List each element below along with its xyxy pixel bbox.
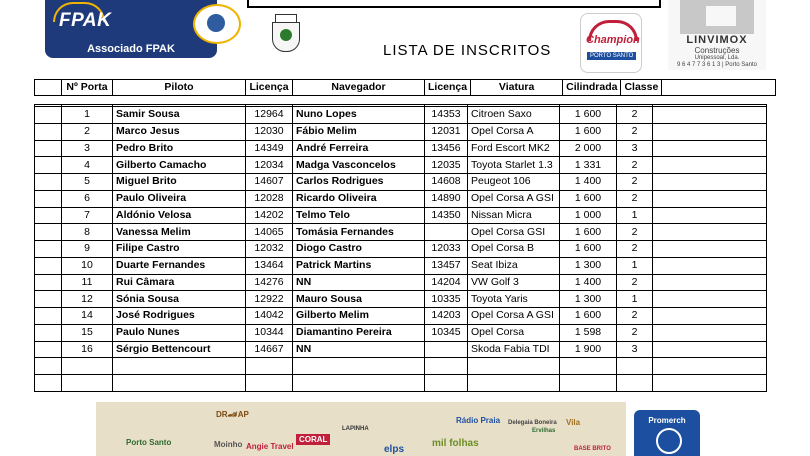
table-row xyxy=(35,190,767,207)
classe-cell: 2 xyxy=(617,123,653,140)
cilindrada-cell: 1 600 xyxy=(560,107,617,124)
fpak-logo-text: FPAK xyxy=(59,10,112,31)
extra-cell xyxy=(653,224,767,241)
piloto-cell: Miguel Brito xyxy=(113,174,246,191)
sponsor-logo: Moinho xyxy=(214,440,243,449)
sponsor-logo: DR🏎AP xyxy=(216,410,249,419)
licenca-navegador-cell: 14350 xyxy=(425,207,468,224)
fpak-logo xyxy=(45,0,217,58)
extra-cell xyxy=(653,207,767,224)
cilindrada-cell: 1 600 xyxy=(560,190,617,207)
sponsor-logo: BASE BRITO xyxy=(574,446,611,452)
viatura-cell: Toyota Starlet 1.3 xyxy=(468,157,560,174)
licenca-navegador-cell: 14353 xyxy=(425,107,468,124)
piloto-cell: Marco Jesus xyxy=(113,123,246,140)
cilindrada-cell: 1 600 xyxy=(560,123,617,140)
porta-cell: 15 xyxy=(62,324,113,341)
viatura-cell: Skoda Fabia TDI xyxy=(468,341,560,358)
navegador-cell: Diamantino Pereira xyxy=(293,324,425,341)
navegador-cell xyxy=(293,358,425,375)
piloto-cell: Rui Câmara xyxy=(113,274,246,291)
licenca-navegador-cell: 13456 xyxy=(425,140,468,157)
classe-cell: 2 xyxy=(617,241,653,258)
sponsor-logo: Angie Travel xyxy=(246,442,294,451)
row-blank xyxy=(35,190,62,207)
piloto-cell: Aldónio Velosa xyxy=(113,207,246,224)
row-blank xyxy=(35,257,62,274)
navegador-cell: Nuno Lopes xyxy=(293,107,425,124)
licenca-navegador-cell xyxy=(425,358,468,375)
classe-cell: 1 xyxy=(617,207,653,224)
row-blank xyxy=(35,358,62,375)
porta-cell: 12 xyxy=(62,291,113,308)
header-blank xyxy=(35,80,62,96)
cilindrada-cell: 1 300 xyxy=(560,257,617,274)
table-row xyxy=(35,207,767,224)
piloto-cell xyxy=(113,358,246,375)
sponsor-logo: Vila xyxy=(566,418,581,427)
header-licenca-piloto: Licença xyxy=(246,80,293,96)
licenca-navegador-cell: 14204 xyxy=(425,274,468,291)
porta-cell: 9 xyxy=(62,241,113,258)
porta-cell: 2 xyxy=(62,123,113,140)
row-blank xyxy=(35,207,62,224)
navegador-cell: NN xyxy=(293,341,425,358)
empty-row xyxy=(35,375,767,392)
extra-cell xyxy=(653,257,767,274)
table-row xyxy=(35,291,767,308)
classe-cell: 2 xyxy=(617,224,653,241)
viatura-cell: VW Golf 3 xyxy=(468,274,560,291)
viatura-cell: Opel Corsa GSI xyxy=(468,224,560,241)
viatura-cell: Seat Ibiza xyxy=(468,257,560,274)
linvimox-name: LINVIMOX xyxy=(686,34,748,46)
porta-cell: 7 xyxy=(62,207,113,224)
piloto-cell: Paulo Oliveira xyxy=(113,190,246,207)
licenca-piloto-cell: 14065 xyxy=(246,224,293,241)
cilindrada-cell: 2 000 xyxy=(560,140,617,157)
row-blank xyxy=(35,140,62,157)
navegador-cell: Patrick Martins xyxy=(293,257,425,274)
licenca-piloto-cell: 14042 xyxy=(246,308,293,325)
classe-cell: 2 xyxy=(617,324,653,341)
piloto-cell: Sérgio Bettencourt xyxy=(113,341,246,358)
licenca-piloto-cell: 12922 xyxy=(246,291,293,308)
cilindrada-cell xyxy=(560,375,617,392)
navegador-cell: Mauro Sousa xyxy=(293,291,425,308)
municipal-crest-icon xyxy=(262,14,308,58)
promerch-text: Promerch xyxy=(648,416,686,425)
header-extra xyxy=(662,80,776,96)
row-blank xyxy=(35,274,62,291)
licenca-navegador-cell xyxy=(425,375,468,392)
sponsor-logo: mil folhas xyxy=(432,438,479,449)
row-blank xyxy=(35,174,62,191)
navegador-cell: Gilberto Melim xyxy=(293,308,425,325)
porta-cell: 6 xyxy=(62,190,113,207)
navegador-cell: Telmo Telo xyxy=(293,207,425,224)
row-blank xyxy=(35,241,62,258)
sponsor-banner xyxy=(96,402,626,456)
navegador-cell: Carlos Rodrigues xyxy=(293,174,425,191)
viatura-cell: Opel Corsa A GSI xyxy=(468,308,560,325)
classe-cell xyxy=(617,375,653,392)
classe-cell: 2 xyxy=(617,308,653,325)
extra-cell xyxy=(653,241,767,258)
navegador-cell: Fábio Melim xyxy=(293,123,425,140)
extra-cell xyxy=(653,358,767,375)
piloto-cell xyxy=(113,375,246,392)
row-blank xyxy=(35,123,62,140)
row-blank xyxy=(35,291,62,308)
classe-cell: 2 xyxy=(617,107,653,124)
viatura-cell: Ford Escort MK2 xyxy=(468,140,560,157)
extra-cell xyxy=(653,190,767,207)
table-row xyxy=(35,140,767,157)
viatura-cell: Opel Corsa B xyxy=(468,241,560,258)
navegador-cell: Diogo Castro xyxy=(293,241,425,258)
piloto-cell: Vanessa Melim xyxy=(113,224,246,241)
header-licenca-navegador: Licença xyxy=(425,80,471,96)
table-row xyxy=(35,274,767,291)
classe-cell: 3 xyxy=(617,140,653,157)
piloto-cell: José Rodrigues xyxy=(113,308,246,325)
viatura-cell: Nissan Micra xyxy=(468,207,560,224)
promerch-logo xyxy=(634,410,700,456)
extra-cell xyxy=(653,140,767,157)
licenca-piloto-cell: 14349 xyxy=(246,140,293,157)
classe-cell: 1 xyxy=(617,291,653,308)
extra-cell xyxy=(653,107,767,124)
licenca-navegador-cell: 12035 xyxy=(425,157,468,174)
viatura-cell: Toyota Yaris xyxy=(468,291,560,308)
navegador-cell: Tomásia Fernandes xyxy=(293,224,425,241)
extra-cell xyxy=(653,375,767,392)
navegador-cell: André Ferreira xyxy=(293,140,425,157)
header-cilindrada: Cilindrada xyxy=(563,80,621,96)
viatura-cell xyxy=(468,375,560,392)
licenca-navegador-cell xyxy=(425,341,468,358)
licenca-piloto-cell: 12030 xyxy=(246,123,293,140)
linvimox-line1: Construções xyxy=(694,46,740,55)
classe-cell: 3 xyxy=(617,341,653,358)
linvimox-line2: Unipessoal, Lda. xyxy=(694,55,740,61)
cilindrada-cell: 1 600 xyxy=(560,241,617,258)
sponsor-logo: Delegaia Boneira xyxy=(508,420,557,426)
classe-cell: 2 xyxy=(617,157,653,174)
cilindrada-cell: 1 900 xyxy=(560,341,617,358)
porta-cell xyxy=(62,358,113,375)
licenca-navegador-cell: 10345 xyxy=(425,324,468,341)
piloto-cell: Filipe Castro xyxy=(113,241,246,258)
piloto-cell: Duarte Fernandes xyxy=(113,257,246,274)
table-row xyxy=(35,123,767,140)
header-viatura: Viatura xyxy=(471,80,563,96)
sponsor-logo: CORAL xyxy=(296,434,330,445)
licenca-piloto-cell: 14667 xyxy=(246,341,293,358)
porta-cell: 11 xyxy=(62,274,113,291)
table-header xyxy=(34,79,776,96)
classe-cell xyxy=(617,358,653,375)
table-row xyxy=(35,341,767,358)
classe-cell: 2 xyxy=(617,190,653,207)
row-blank xyxy=(35,157,62,174)
linvimox-line3: 9 6 4 7 7 3 6 1 3 | Porto Santo xyxy=(677,62,757,68)
linvimox-logo xyxy=(668,0,766,70)
table-row xyxy=(35,308,767,325)
hand-icon xyxy=(656,428,682,454)
licenca-piloto-cell: 10344 xyxy=(246,324,293,341)
cilindrada-cell xyxy=(560,358,617,375)
cilindrada-cell: 1 600 xyxy=(560,308,617,325)
fpak-caption: Associado FPAK xyxy=(87,43,175,55)
header-piloto: Piloto xyxy=(113,80,246,96)
classe-cell: 1 xyxy=(617,257,653,274)
porta-cell: 1 xyxy=(62,107,113,124)
porta-cell: 3 xyxy=(62,140,113,157)
sponsor-logo: Rádio Praia xyxy=(456,416,501,425)
row-blank xyxy=(35,308,62,325)
cilindrada-cell: 1 598 xyxy=(560,324,617,341)
viatura-cell: Citroen Saxo xyxy=(468,107,560,124)
cilindrada-cell: 1 331 xyxy=(560,157,617,174)
row-blank xyxy=(35,224,62,241)
table-row xyxy=(35,324,767,341)
cilindrada-cell: 1 000 xyxy=(560,207,617,224)
header-classe: Classe xyxy=(621,80,662,96)
cilindrada-cell: 1 400 xyxy=(560,174,617,191)
cilindrada-cell: 1 400 xyxy=(560,274,617,291)
porta-cell: 16 xyxy=(62,341,113,358)
licenca-navegador-cell: 14203 xyxy=(425,308,468,325)
licenca-piloto-cell: 14276 xyxy=(246,274,293,291)
page-title: LISTA DE INSCRITOS xyxy=(383,42,552,59)
sponsor-logo: Porto Santo xyxy=(126,438,172,447)
licenca-navegador-cell xyxy=(425,224,468,241)
row-blank xyxy=(35,375,62,392)
cilindrada-cell: 1 600 xyxy=(560,224,617,241)
extra-cell xyxy=(653,274,767,291)
viatura-cell: Opel Corsa A GSI xyxy=(468,190,560,207)
table-row xyxy=(35,174,767,191)
extra-cell xyxy=(653,123,767,140)
row-blank xyxy=(35,341,62,358)
empty-row xyxy=(35,358,767,375)
linvimox-mark-icon xyxy=(680,0,754,34)
licenca-piloto-cell: 12032 xyxy=(246,241,293,258)
header-navegador: Navegador xyxy=(293,80,425,96)
row-blank xyxy=(35,107,62,124)
viatura-cell: Opel Corsa xyxy=(468,324,560,341)
table-row xyxy=(35,107,767,124)
navegador-cell: Madga Vasconcelos xyxy=(293,157,425,174)
licenca-piloto-cell: 13464 xyxy=(246,257,293,274)
licenca-navegador-cell: 12033 xyxy=(425,241,468,258)
sponsor-logo: elps xyxy=(384,444,405,455)
piloto-cell: Gilberto Camacho xyxy=(113,157,246,174)
piloto-cell: Samir Sousa xyxy=(113,107,246,124)
viatura-cell xyxy=(468,358,560,375)
classe-cell: 2 xyxy=(617,274,653,291)
navegador-cell xyxy=(293,375,425,392)
navegador-cell: NN xyxy=(293,274,425,291)
licenca-piloto-cell: 14202 xyxy=(246,207,293,224)
licenca-navegador-cell: 12031 xyxy=(425,123,468,140)
sponsor-logo: Ervilhas xyxy=(532,428,556,434)
table-row xyxy=(35,157,767,174)
porta-cell: 10 xyxy=(62,257,113,274)
desporto-badge-icon xyxy=(193,4,241,44)
table-row xyxy=(35,224,767,241)
licenca-piloto-cell: 12028 xyxy=(246,190,293,207)
viatura-cell: Peugeot 106 xyxy=(468,174,560,191)
navegador-cell: Ricardo Oliveira xyxy=(293,190,425,207)
piloto-cell: Pedro Brito xyxy=(113,140,246,157)
header-frame xyxy=(247,0,661,8)
extra-cell xyxy=(653,291,767,308)
header-porta: Nº Porta xyxy=(62,80,113,96)
extra-cell xyxy=(653,174,767,191)
classe-cell: 2 xyxy=(617,174,653,191)
extra-cell xyxy=(653,157,767,174)
porta-cell: 4 xyxy=(62,157,113,174)
licenca-piloto-cell: 12964 xyxy=(246,107,293,124)
piloto-cell: Paulo Nunes xyxy=(113,324,246,341)
licenca-piloto-cell xyxy=(246,375,293,392)
licenca-piloto-cell: 12034 xyxy=(246,157,293,174)
extra-cell xyxy=(653,324,767,341)
champion-text: Champion xyxy=(586,34,640,46)
viatura-cell: Opel Corsa A xyxy=(468,123,560,140)
table-row xyxy=(35,257,767,274)
champion-subtext: PORTO SANTO xyxy=(587,52,636,60)
licenca-piloto-cell xyxy=(246,358,293,375)
porta-cell xyxy=(62,375,113,392)
sponsor-logo: LAPINHA xyxy=(342,426,369,432)
table-row xyxy=(35,241,767,258)
extra-cell xyxy=(653,308,767,325)
extra-cell xyxy=(653,341,767,358)
entries-table xyxy=(34,104,767,392)
row-blank xyxy=(35,324,62,341)
piloto-cell: Sónia Sousa xyxy=(113,291,246,308)
licenca-navegador-cell: 10335 xyxy=(425,291,468,308)
porta-cell: 8 xyxy=(62,224,113,241)
licenca-navegador-cell: 14890 xyxy=(425,190,468,207)
licenca-navegador-cell: 13457 xyxy=(425,257,468,274)
porta-cell: 5 xyxy=(62,174,113,191)
cilindrada-cell: 1 300 xyxy=(560,291,617,308)
champion-logo xyxy=(580,13,642,73)
licenca-navegador-cell: 14608 xyxy=(425,174,468,191)
porta-cell: 14 xyxy=(62,308,113,325)
licenca-piloto-cell: 14607 xyxy=(246,174,293,191)
